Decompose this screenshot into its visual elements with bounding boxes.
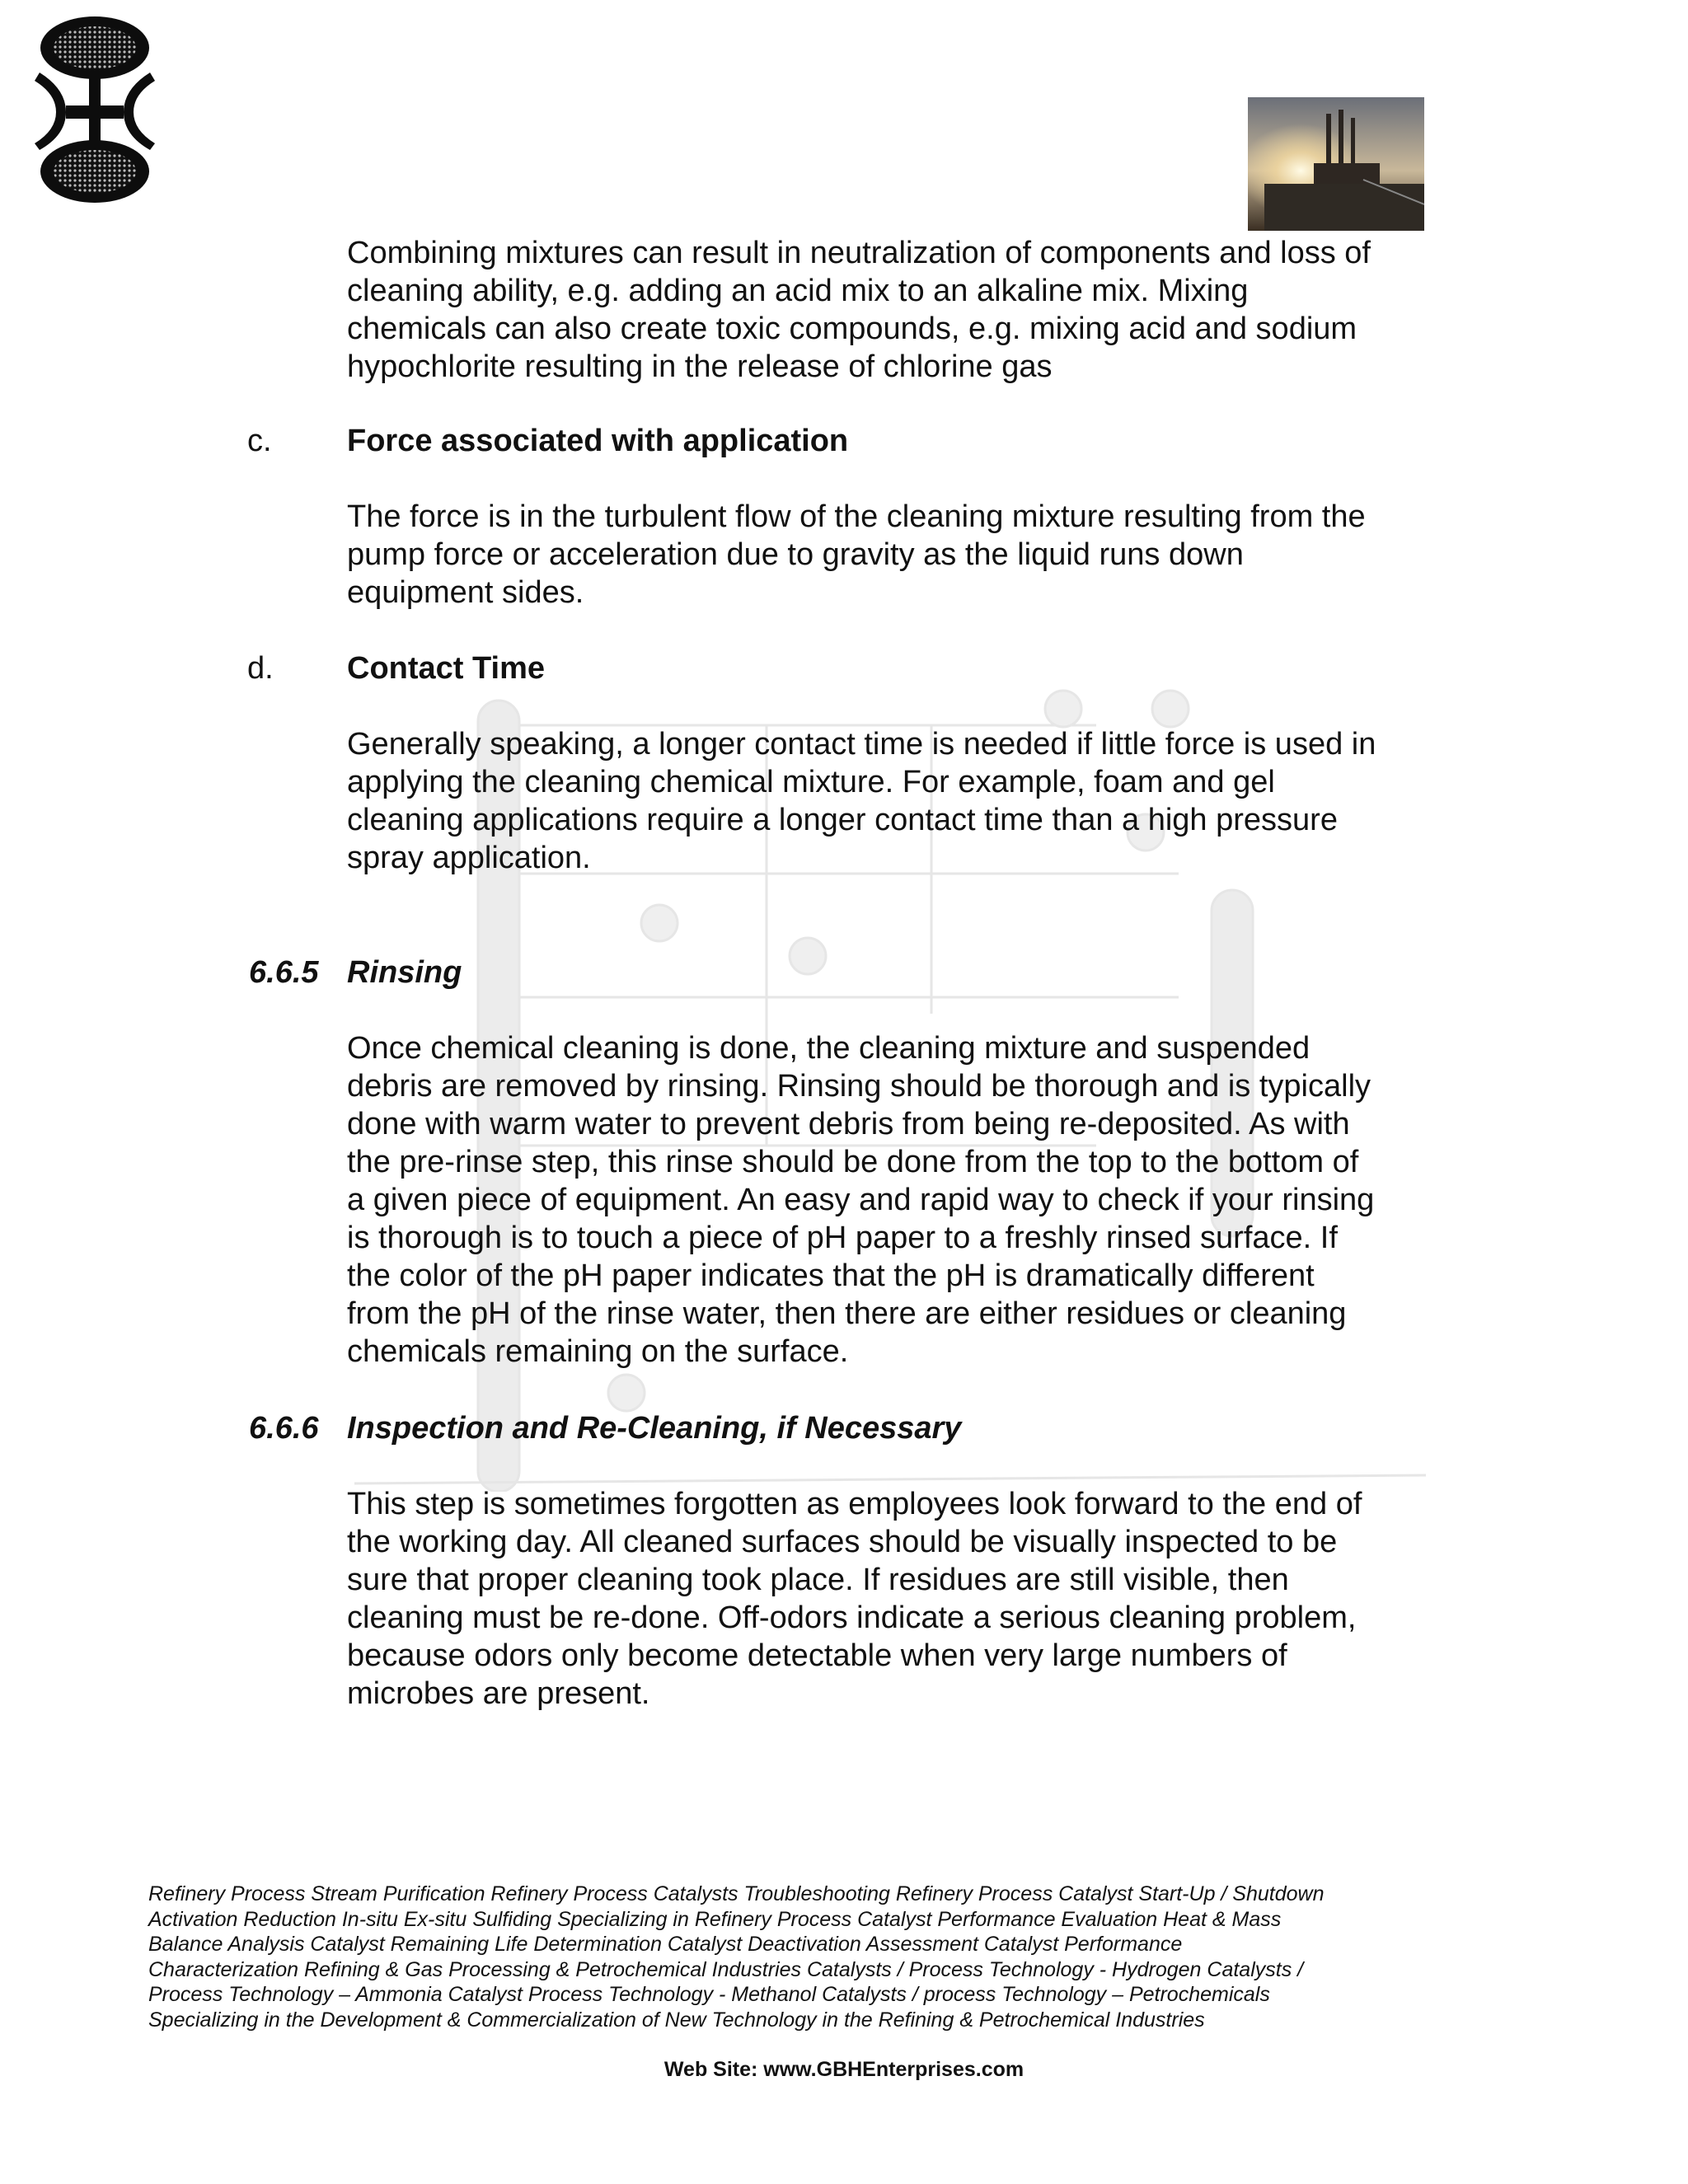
section-666-body: This step is sometimes forgotten as employees look forward to the end of the working day. All cleaned surfaces should be visually inspected to be sure that proper cleaning took place. If residues are still visible, then cleaning must be re-done. Off-odors indicate a serious cleaning problem, because odors only become detectable when very large numbers of microbes are present. <box>347 1487 1362 1711</box>
section-665-number: 6.6.5 <box>249 955 319 990</box>
item-d-marker: d. <box>247 651 274 686</box>
item-c-body: The force is in the turbulent flow of the cleaning mixture resulting from the pump force or acceleration due to gravity as the liquid runs down equipment sides. <box>347 499 1366 610</box>
intro-paragraph: Combining mixtures can result in neutralization of components and loss of cleaning ability, e.g. adding an acid mix to an alkaline mix. Mixing chemicals can also create toxic compounds, e.g. mixing acid and sodium hypochlorite resulting in the release of chlorine gas <box>347 236 1371 384</box>
footer-website: Web Site: www.GBHEnterprises.com <box>663 2058 1025 2081</box>
refinery-photo <box>1248 97 1424 231</box>
section-666-title: Inspection and Re-Cleaning, if Necessary <box>347 1411 962 1446</box>
item-c-title: Force associated with application <box>347 424 849 458</box>
item-d-title: Contact Time <box>347 651 546 686</box>
section-665-title: Rinsing <box>347 955 462 990</box>
item-d-body: Generally speaking, a longer contact time is needed if little force is used in applying the cleaning chemical mixture. For example, foam and gel cleaning applications require a longer contact time than a high pressure spray application. <box>347 727 1376 875</box>
section-666-number: 6.6.6 <box>249 1411 319 1446</box>
section-665-body: Once chemical cleaning is done, the cleaning mixture and suspended debris are removed by rinsing. Rinsing should be thorough and is typically done with warm water to prevent debris from being re-deposited. As with the pre-rinse step, this rinse should be done from the top to the bottom of a given piece of equipment. An easy and rapid way to check if your rinsing is thorough is to touch a piece of pH paper to a freshly rinsed surface. If the color of the pH paper indicates that the pH is dramatically different from the pH of the rinse water, then there are either residues or cleaning chemicals remaining on the surface. <box>347 1031 1375 1369</box>
item-c-marker: c. <box>247 424 272 458</box>
company-logo-icon <box>33 15 157 204</box>
footer-services-text: Refinery Process Stream Purification Refinery Process Catalysts Troubleshooting Refinery Process Catalyst Start-Up / Shutdown Activation Reduction In-situ Ex-situ Sulfiding Specializing in Refinery Process Catalyst Performance Evaluation Heat & Mass Balance Analysis Catalyst Remaining Life Determination Catalyst Deactivation Assessment Catalyst Performance Characterization Refining & Gas Processing & Petrochemical Industries Catalysts / Process Technology - Hydrogen Catalysts / Process Technology – Ammonia Catalyst Process Technology - Methanol Catalysts / process Technology – Petrochemicals Specializing in the Development & Commercialization of New Technology in the Refining & Petrochemical Industries <box>148 1882 1325 2032</box>
